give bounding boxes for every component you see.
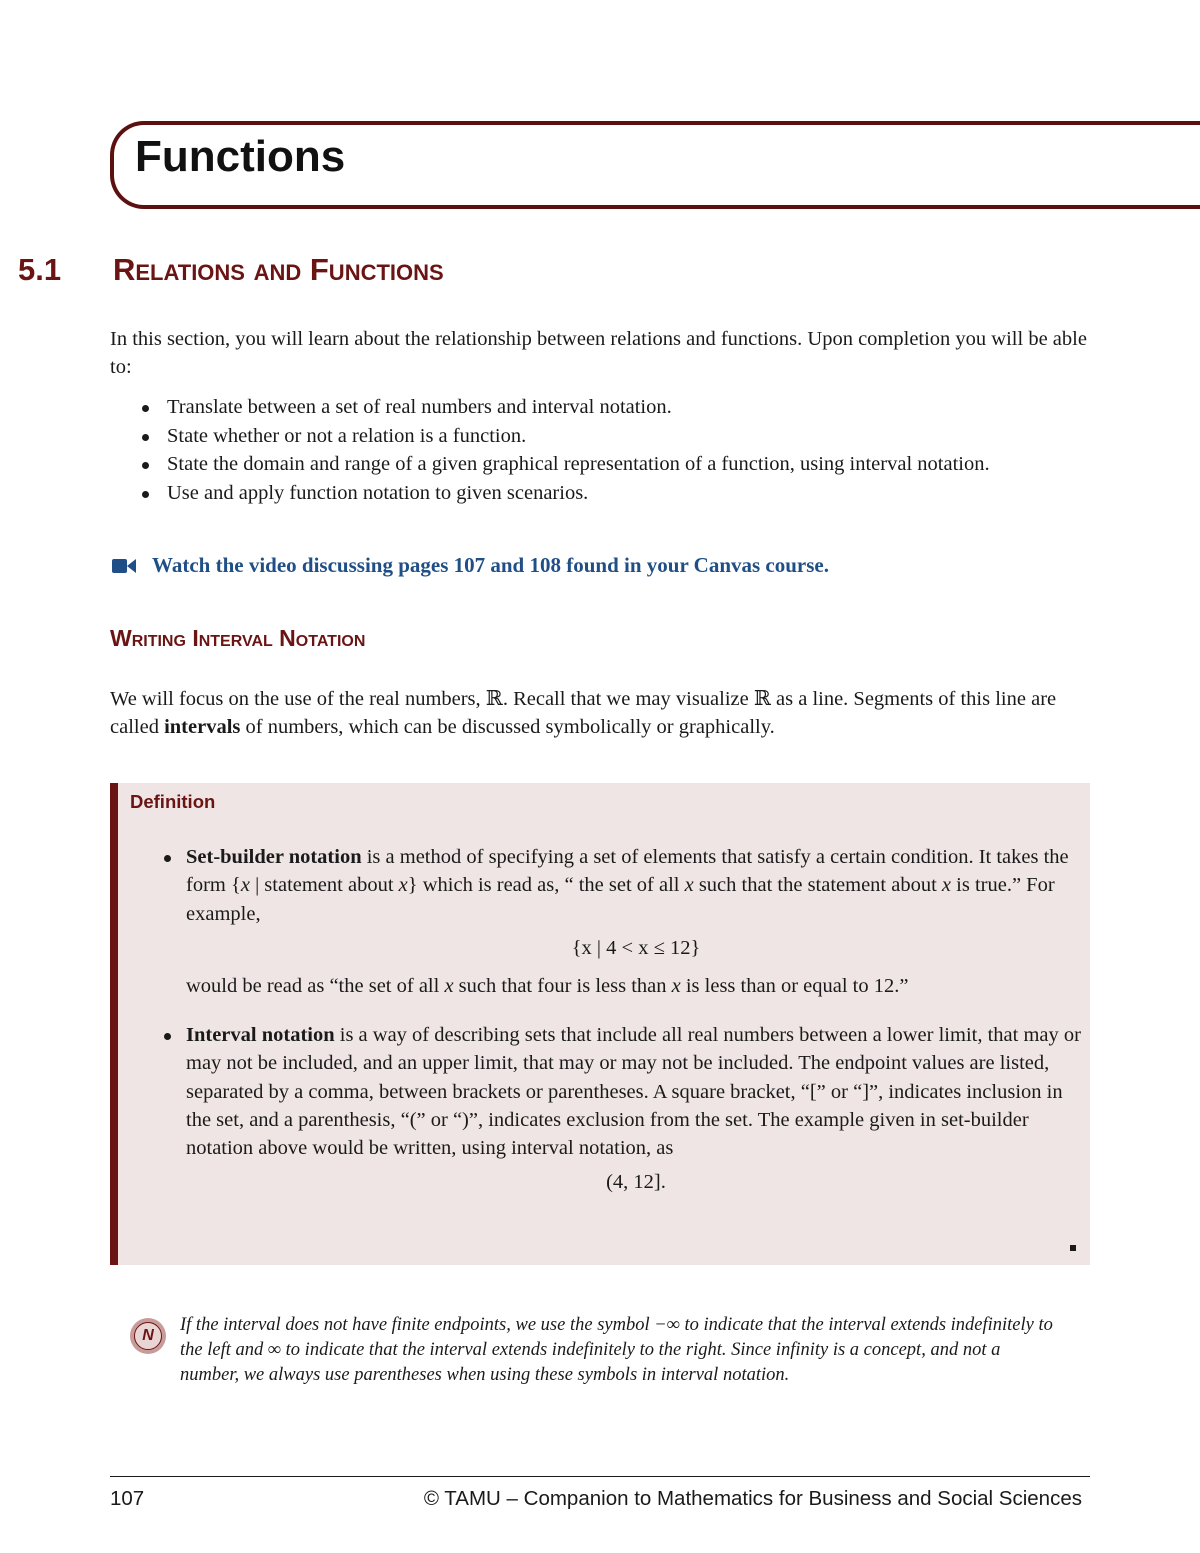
bullet (164, 1033, 171, 1040)
interval-example-math: (4, 12]. (606, 1171, 666, 1194)
video-link-text: Watch the video discussing pages 107 and 108 found in your Canvas course. (152, 553, 829, 577)
definition-box (110, 783, 1090, 1265)
definition-title: Definition (130, 791, 216, 812)
note-icon: N (130, 1318, 166, 1354)
end-of-definition-mark (1070, 1245, 1076, 1251)
objective-item: State the domain and range of a given graphical representation of a function, using interval notation. (145, 450, 1125, 479)
body-paragraph: We will focus on the use of the real numbers, ℝ. Recall that we may visualize ℝ as a line. Segments of this line are called intervals of numbers, which can be discussed symbolically or graphically. (110, 688, 1057, 738)
section-title: Relations and Functions (113, 252, 444, 287)
chapter-title: Functions (135, 132, 346, 181)
video-link[interactable] (112, 553, 829, 578)
objective-item: State whether or not a relation is a function. (145, 422, 1125, 451)
page-number: 107 (110, 1487, 145, 1510)
definition-item-interval: Interval notation is a way of describing sets that include all real numbers between a lower limit, that may or may not be included, and an upper limit, that may or may not be included. The endpoint values are listed, separated by a comma, between brackets or parentheses. A square bracket, “[” or “]”, indicates inclusion in the set, and a parenthesis, “(” or “)”, indicates exclusion from the set. The example given in set-builder notation above would be written, using interval notation, as (4, 12]. (186, 1021, 1086, 1207)
setbuilder-example-math: {x | 4 < x ≤ 12} (571, 936, 701, 959)
video-camera-icon (112, 557, 136, 575)
note-text: If the interval does not have finite endpoints, we use the symbol −∞ to indicate that the interval extends indefinitely to the left and ∞ to indicate that the interval extends indefinitely to the right. Since infinity is a concept, and not a number, we always use parentheses when using these symbols in interval notation. (180, 1315, 1053, 1385)
section-number: 5.1 (18, 252, 62, 287)
objectives-list (145, 393, 1125, 507)
intro-paragraph: In this section, you will learn about the relationship between relations and functions. Upon completion you will be able to: (110, 328, 1087, 378)
definition-item-setbuilder: Set-builder notation is a method of specifying a set of elements that satisfy a certain condition. It takes the form {x | statement about x} which is read as, “ the set of all x such that the statement about x is true.” For example, {x | 4 < x ≤ 12} would be read as “the set of all x such that four is less than x is less than or equal to 12.” (186, 843, 1086, 1000)
objective-item: Translate between a set of real numbers and interval notation. (145, 393, 1125, 422)
objective-item: Use and apply function notation to given scenarios. (145, 479, 1125, 508)
footer-credit: © TAMU – Companion to Mathematics for Business and Social Sciences (423, 1487, 1082, 1510)
footer-divider (110, 1476, 1090, 1477)
subsection-heading: Writing Interval Notation (110, 625, 366, 651)
bullet (164, 855, 171, 862)
section-heading (18, 252, 444, 288)
